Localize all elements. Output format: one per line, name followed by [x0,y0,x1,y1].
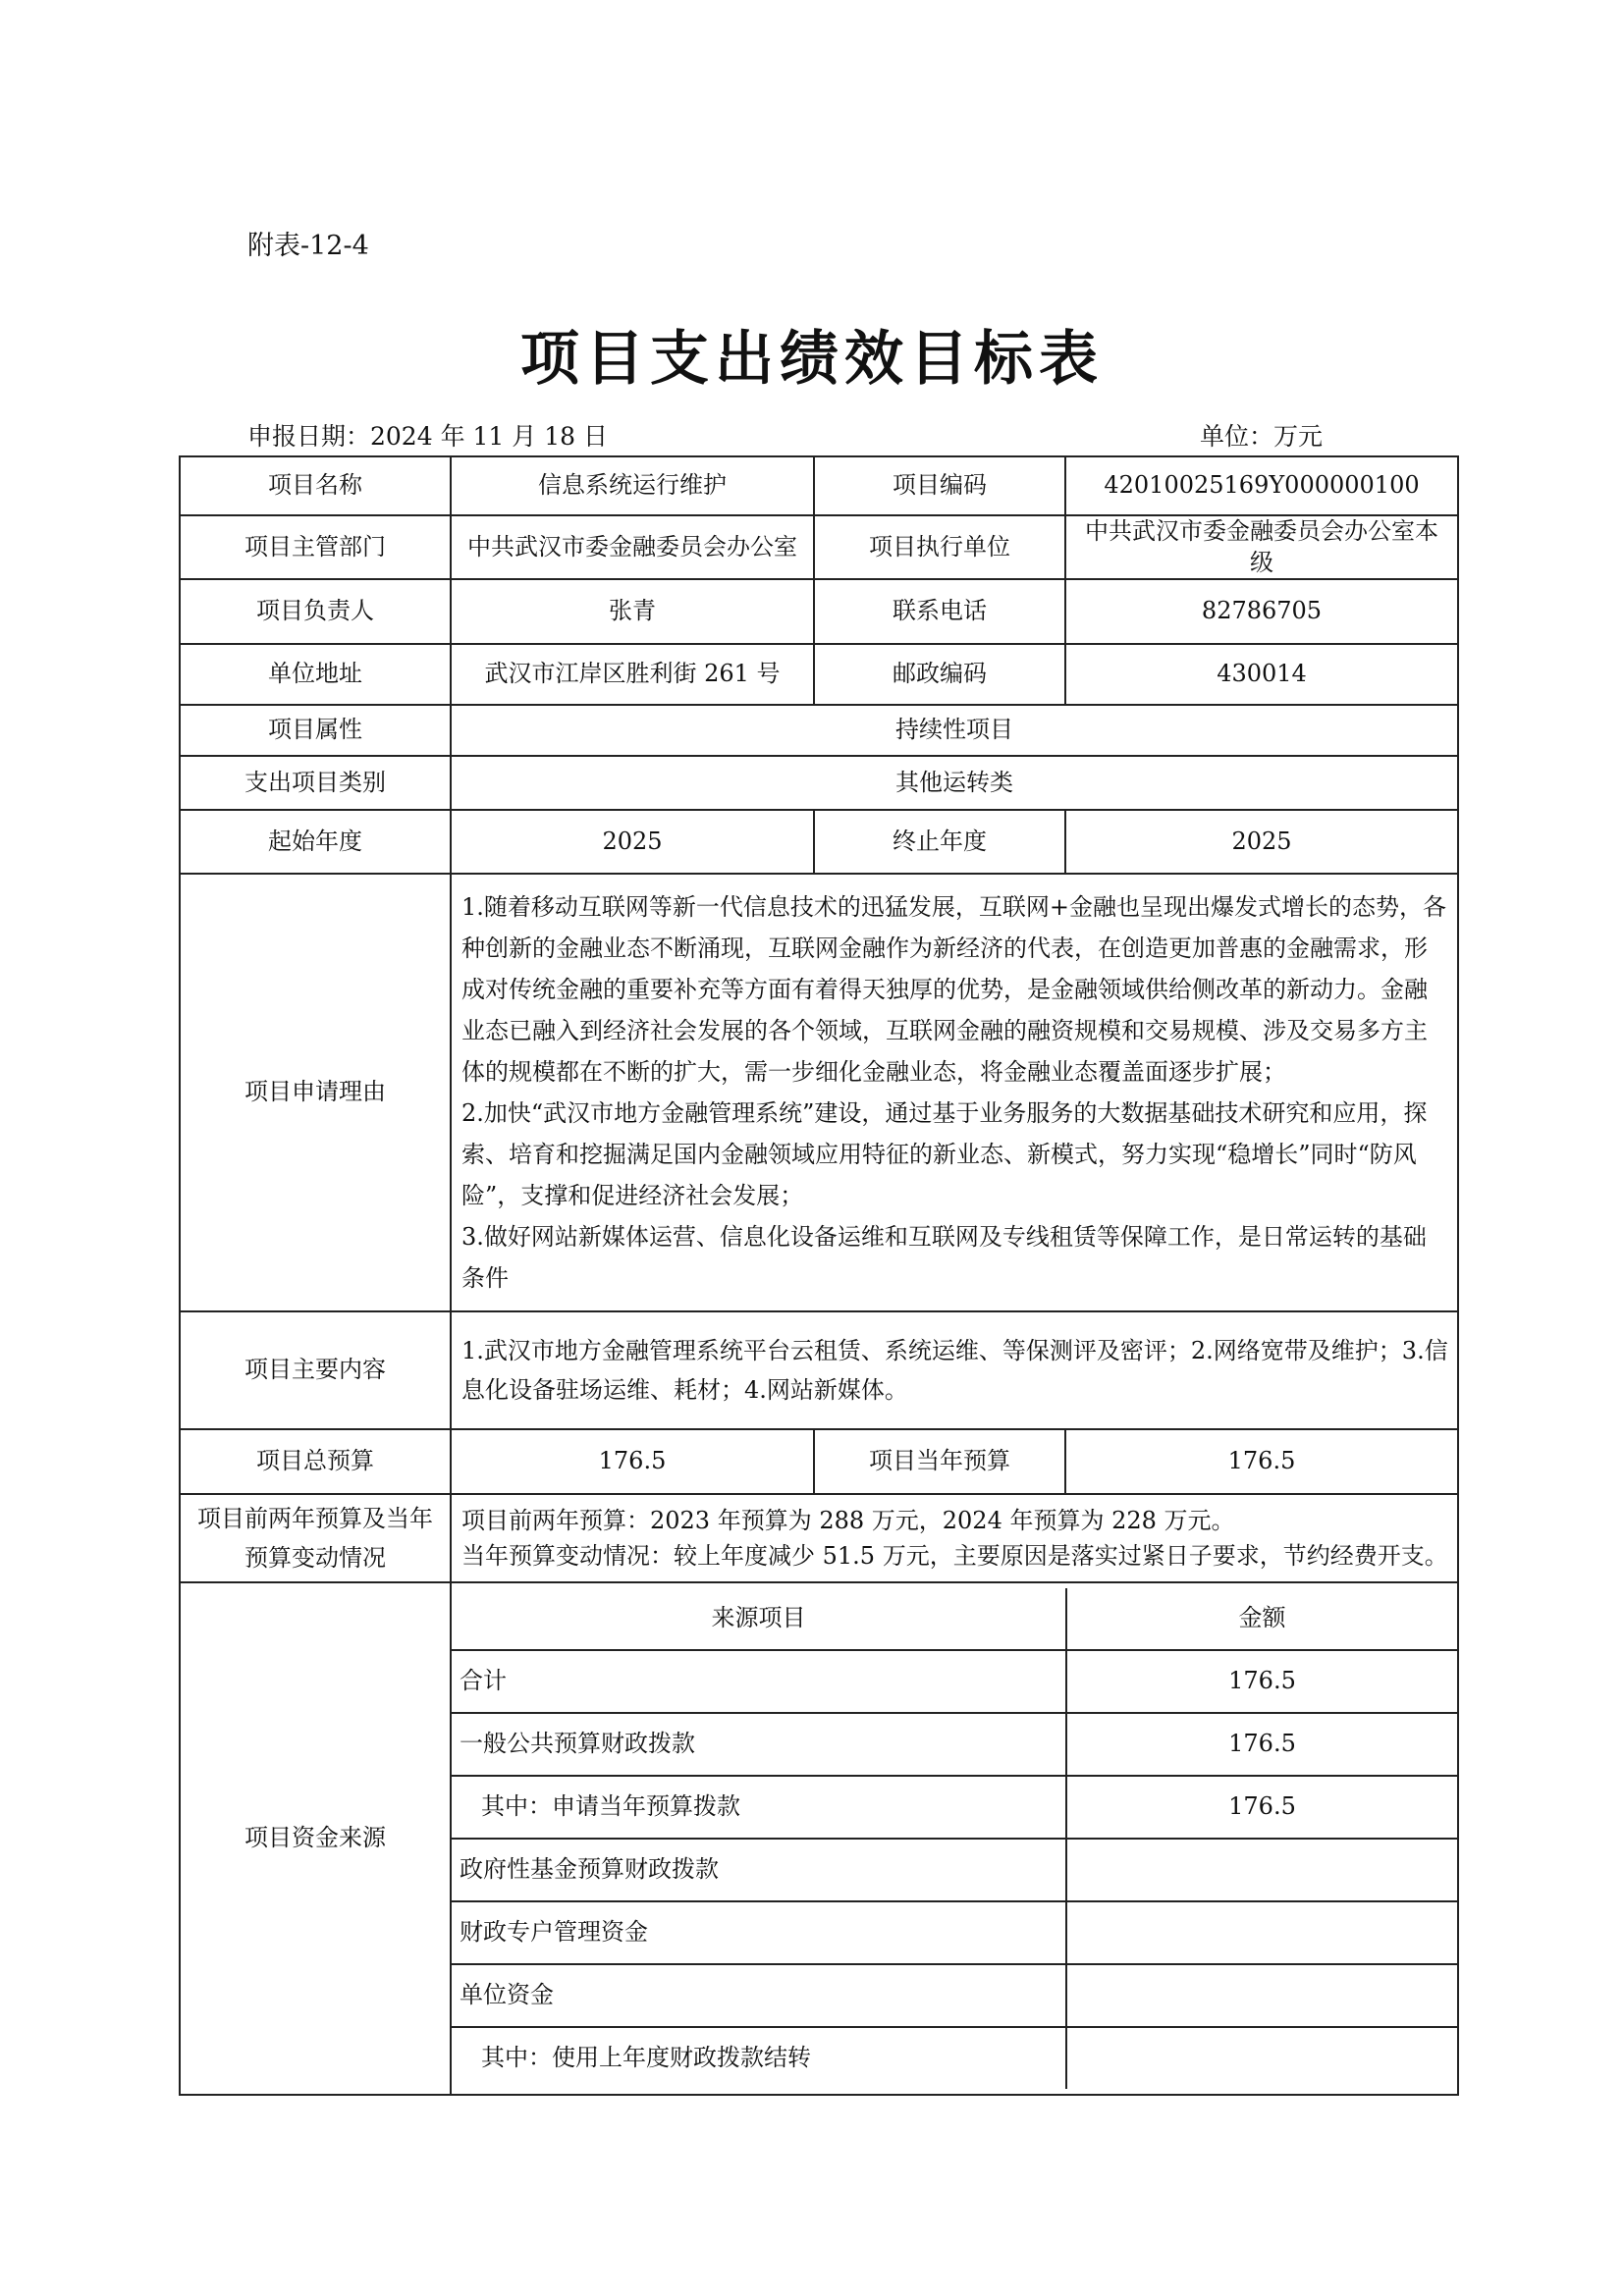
table-row [180,1429,1458,1494]
change-label: 项目前两年预算及当年预算变动情况 [180,1494,451,1582]
table-row [180,644,1458,705]
start-year-label: 起始年度 [180,810,451,874]
funding-row [452,1776,1457,1839]
performance-table [179,455,1459,2096]
funding-row [452,1901,1457,1964]
table-row [180,1494,1458,1582]
funding-amount [1066,2027,1457,2089]
funding-source: 合计 [452,1650,1066,1713]
unit-label: 单位：万元 [1200,422,1324,451]
table-row [180,515,1458,579]
funding-row [452,1650,1457,1713]
table-row [180,1311,1458,1429]
funding-row [452,1839,1457,1901]
funding-table [452,1588,1457,2089]
funding-amount: 176.5 [1066,1776,1457,1839]
project-name-label: 项目名称 [180,456,451,515]
content-text: 1.武汉市地方金融管理系统平台云租赁、系统运维、等保测评及密评；2.网络宽带及维护；3.信息化设备驻场运维、耗材；4.网站新媒体。 [451,1311,1458,1429]
total-budget-label: 项目总预算 [180,1429,451,1494]
annex-label: 附表-12-4 [247,231,369,261]
funding-source: 单位资金 [452,1964,1066,2027]
total-budget-value: 176.5 [451,1429,814,1494]
project-code-label: 项目编码 [814,456,1065,515]
year-budget-label: 项目当年预算 [814,1429,1065,1494]
content-label: 项目主要内容 [180,1311,451,1429]
project-code-value: 42010025169Y000000100 [1065,456,1458,515]
table-row [180,705,1458,756]
phone-label: 联系电话 [814,579,1065,644]
funding-header-amount: 金额 [1066,1588,1457,1650]
change-line-1: 项目前两年预算：2023 年预算为 288 万元，2024 年预算为 228 万元。 [461,1507,1235,1534]
page-title: 项目支出绩效目标表 [520,325,1104,394]
table-row [180,874,1458,1311]
attribute-value: 持续性项目 [451,705,1458,756]
funding-row [452,1713,1457,1776]
address-value: 武汉市江岸区胜利街 261 号 [451,644,814,705]
funding-source: 财政专户管理资金 [452,1901,1066,1964]
table-row [180,1582,1458,2095]
funding-cell [451,1582,1458,2095]
funding-row [452,2027,1457,2089]
dept-label: 项目主管部门 [180,515,451,579]
report-date: 申报日期：2024 年 11 月 18 日 [247,422,608,451]
reason-text: 1.随着移动互联网等新一代信息技术的迅猛发展，互联网+金融也呈现出爆发式增长的态势，各种创新的金融业态不断涌现，互联网金融作为新经济的代表，在创造更加普惠的金融需求，形成对传统金融的重要补充等方面有着得天独厚的优势，是金融领域供给侧改革的新动力。金融业态已融入到经济社会发展的各个领域，互联网金融的融资规模和交易规模、涉及交易多方主体的规模都在不断的扩大，需一步细化金融业态，将金融业态覆盖面逐步扩展； 2.加快“武汉市地方金融管理系统”建设，通过基于业务服务的大数据基础技术研究和应用，探索、培育和挖掘满足国内金融领域应用特征的新业态、新模式，努力实现“稳增长”同时“防风险”，支撑和促进经济社会发展； 3.做好网站新媒体运营、信息化设备运维和互联网及专线租赁等保障工作，是日常运转的基础条件 [451,874,1458,1311]
funding-amount: 176.5 [1066,1713,1457,1776]
postcode-label: 邮政编码 [814,644,1065,705]
exec-unit-value: 中共武汉市委金融委员会办公室本级 [1065,515,1458,579]
funding-label: 项目资金来源 [180,1582,451,2095]
funding-source: 一般公共预算财政拨款 [452,1713,1066,1776]
year-budget-value: 176.5 [1065,1429,1458,1494]
funding-amount [1066,1964,1457,2027]
reason-label: 项目申请理由 [180,874,451,1311]
exec-unit-label: 项目执行单位 [814,515,1065,579]
category-label: 支出项目类别 [180,756,451,810]
postcode-value: 430014 [1065,644,1458,705]
phone-value: 82786705 [1065,579,1458,644]
table-row [180,579,1458,644]
funding-row [452,1964,1457,2027]
person-label: 项目负责人 [180,579,451,644]
project-name-value: 信息系统运行维护 [451,456,814,515]
start-year-value: 2025 [451,810,814,874]
table-row [180,810,1458,874]
category-value: 其他运转类 [451,756,1458,810]
change-line-2: 当年预算变动情况：较上年度减少 51.5 万元，主要原因是落实过紧日子要求，节约经费开支。 [461,1542,1448,1570]
funding-header-source: 来源项目 [452,1588,1066,1650]
funding-amount [1066,1839,1457,1901]
end-year-label: 终止年度 [814,810,1065,874]
funding-header-row [452,1588,1457,1650]
funding-source: 政府性基金预算财政拨款 [452,1839,1066,1901]
person-value: 张青 [451,579,814,644]
funding-amount [1066,1901,1457,1964]
address-label: 单位地址 [180,644,451,705]
change-text [451,1494,1458,1582]
funding-source: 其中：使用上年度财政拨款结转 [452,2027,1066,2089]
end-year-value: 2025 [1065,810,1458,874]
attribute-label: 项目属性 [180,705,451,756]
funding-source: 其中：申请当年预算拨款 [452,1776,1066,1839]
dept-value: 中共武汉市委金融委员会办公室 [451,515,814,579]
table-row [180,756,1458,810]
funding-amount: 176.5 [1066,1650,1457,1713]
table-row [180,456,1458,515]
